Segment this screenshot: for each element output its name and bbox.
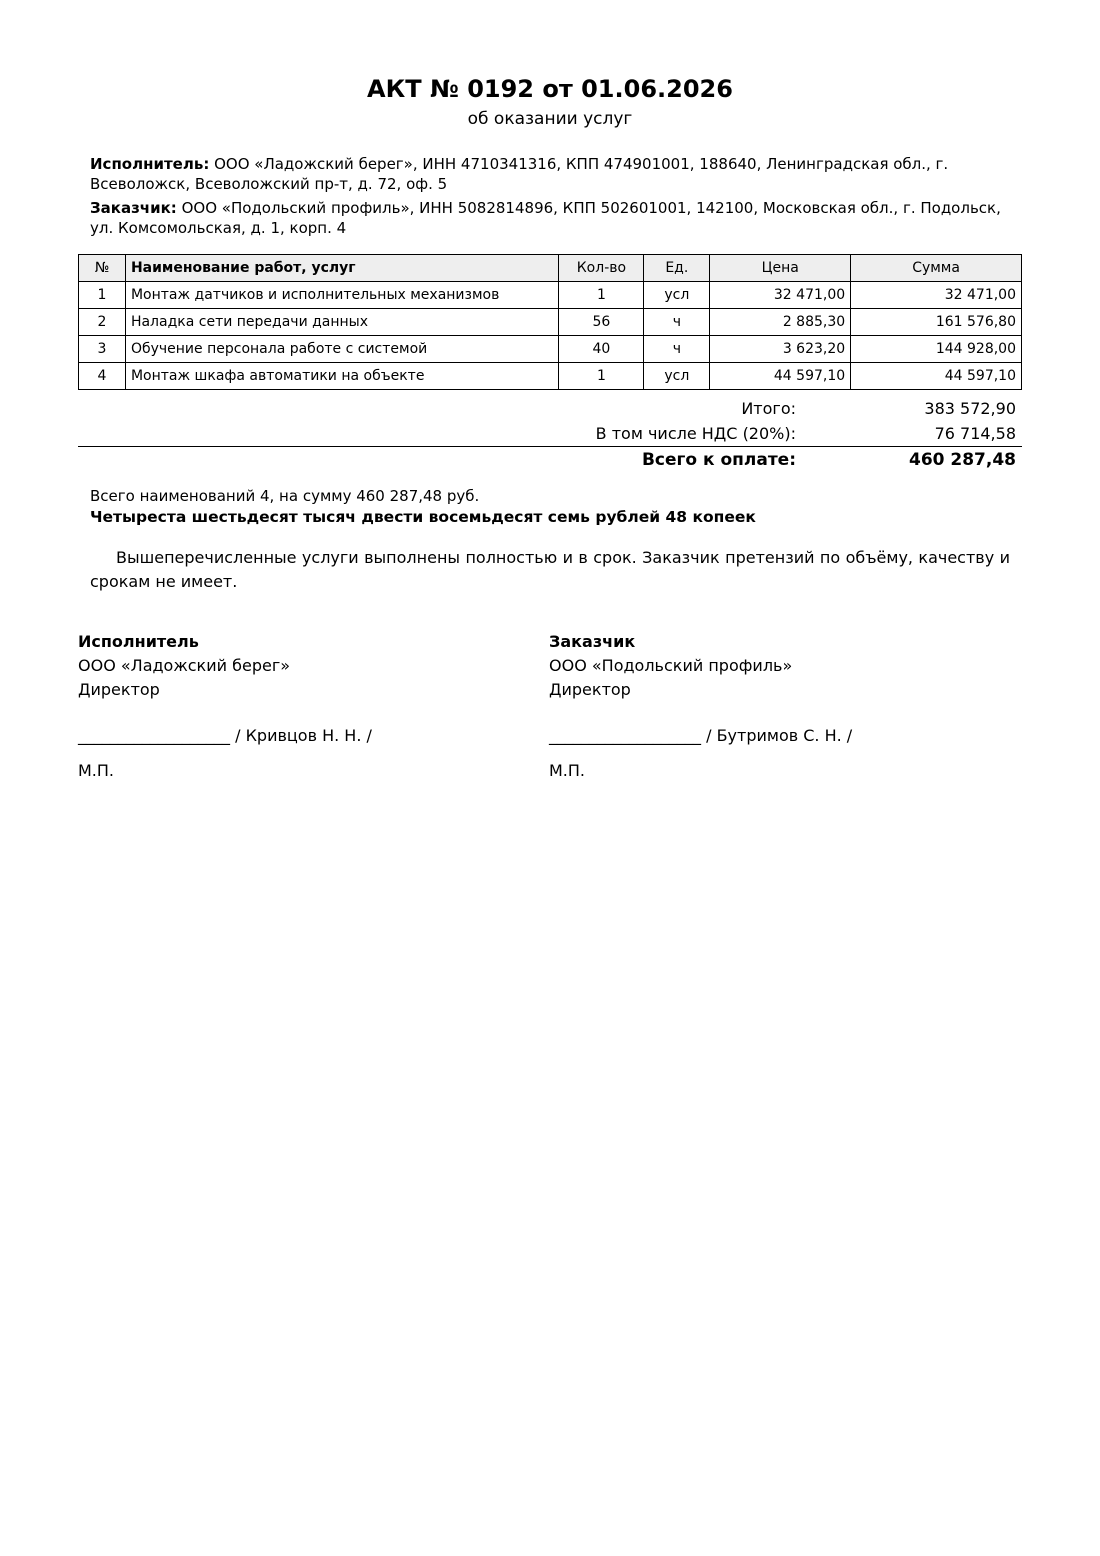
cell-sum: 144 928,00 xyxy=(851,336,1022,363)
summary-block xyxy=(78,486,1022,528)
customer-details xyxy=(90,198,1010,238)
items-count-line: Всего наименований 4, на сумму 460 287,48 руб. xyxy=(90,487,480,505)
amount-in-words: Четыреста шестьдесят тысяч двести восемьдесят семь рублей 48 копеек xyxy=(90,508,756,526)
cell-name: Обучение персонала работе с системой xyxy=(125,336,558,363)
cell-unit: ч xyxy=(644,336,710,363)
cell-quantity: 1 xyxy=(559,282,644,309)
table-row xyxy=(79,282,1022,309)
cell-unit: усл xyxy=(644,282,710,309)
vat-value: 76 714,58 xyxy=(934,424,1016,443)
signature-company: ООО «Ладожский берег» xyxy=(78,656,291,675)
document-subtitle: об оказании услуг xyxy=(467,109,633,129)
col-header-number: № xyxy=(79,255,126,282)
cell-price: 2 885,30 xyxy=(710,309,851,336)
table-header-row xyxy=(79,255,1022,282)
cell-name: Наладка сети передачи данных xyxy=(125,309,558,336)
signatures-block xyxy=(78,630,1022,783)
executor-text: ООО «Ладожский берег», ИНН 4710341316, КПП 474901001, 188640, Ленинградская обл., г. Всеволожск, Всеволожский пр-т, д. 72, оф. 5 xyxy=(90,155,949,193)
cell-sum: 161 576,80 xyxy=(851,309,1022,336)
customer-signature xyxy=(549,630,1020,783)
cell-name: Монтаж шкафа автоматики на объекте xyxy=(125,363,558,390)
cell-price: 32 471,00 xyxy=(710,282,851,309)
signature-position: Директор xyxy=(549,680,631,699)
signature-position: Директор xyxy=(78,680,160,699)
cell-number: 2 xyxy=(79,309,126,336)
cell-number: 1 xyxy=(79,282,126,309)
stamp-placeholder: М.П. xyxy=(549,761,586,780)
vat-label: В том числе НДС (20%): xyxy=(595,424,796,443)
cell-unit: ч xyxy=(644,309,710,336)
totals-block xyxy=(78,396,1022,474)
table-row xyxy=(79,363,1022,390)
col-header-unit: Ед. xyxy=(644,255,710,282)
document-title: АКТ № 0192 от 01.06.2026 xyxy=(367,75,733,103)
parties-block xyxy=(78,154,1022,238)
signature-role: Заказчик xyxy=(549,632,636,651)
cell-sum: 32 471,00 xyxy=(851,282,1022,309)
signature-line: ___________________ / Кривцов Н. Н. / xyxy=(78,726,372,745)
signature-line: ___________________ / Бутримов С. Н. / xyxy=(549,726,853,745)
customer-text: ООО «Подольский профиль», ИНН 5082814896, КПП 502601001, 142100, Московская обл., г. Подольск, ул. Комсомольская, д. 1, корп. 4 xyxy=(90,199,1001,237)
cell-number: 3 xyxy=(79,336,126,363)
col-header-quantity: Кол-во xyxy=(559,255,644,282)
cell-price: 3 623,20 xyxy=(710,336,851,363)
subtotal-label: Итого: xyxy=(741,399,796,418)
cell-sum: 44 597,10 xyxy=(851,363,1022,390)
grand-total-row xyxy=(78,446,1022,474)
subtotal-value: 383 572,90 xyxy=(924,399,1016,418)
services-table xyxy=(78,254,1022,390)
completion-statement: Вышеперечисленные услуги выполнены полностью и в срок. Заказчик претензий по объёму, качеству и срокам не имеет. xyxy=(90,548,1010,591)
cell-unit: усл xyxy=(644,363,710,390)
grand-total-value: 460 287,48 xyxy=(908,450,1016,470)
signature-company: ООО «Подольский профиль» xyxy=(549,656,793,675)
cell-quantity: 40 xyxy=(559,336,644,363)
executor-label: Исполнитель: xyxy=(90,155,210,173)
subtotal-row xyxy=(78,396,1022,421)
grand-total-label: Всего к оплате: xyxy=(641,450,796,470)
cell-quantity: 1 xyxy=(559,363,644,390)
cell-price: 44 597,10 xyxy=(710,363,851,390)
executor-details xyxy=(90,154,1010,194)
customer-label: Заказчик: xyxy=(90,199,177,217)
col-header-sum: Сумма xyxy=(851,255,1022,282)
table-row xyxy=(79,309,1022,336)
cell-name: Монтаж датчиков и исполнительных механизмов xyxy=(125,282,558,309)
vat-row xyxy=(78,421,1022,446)
cell-quantity: 56 xyxy=(559,309,644,336)
executor-signature xyxy=(78,630,549,783)
col-header-price: Цена xyxy=(710,255,851,282)
signature-role: Исполнитель xyxy=(78,632,199,651)
cell-number: 4 xyxy=(79,363,126,390)
stamp-placeholder: М.П. xyxy=(78,761,115,780)
table-row xyxy=(79,336,1022,363)
col-header-name: Наименование работ, услуг xyxy=(125,255,558,282)
